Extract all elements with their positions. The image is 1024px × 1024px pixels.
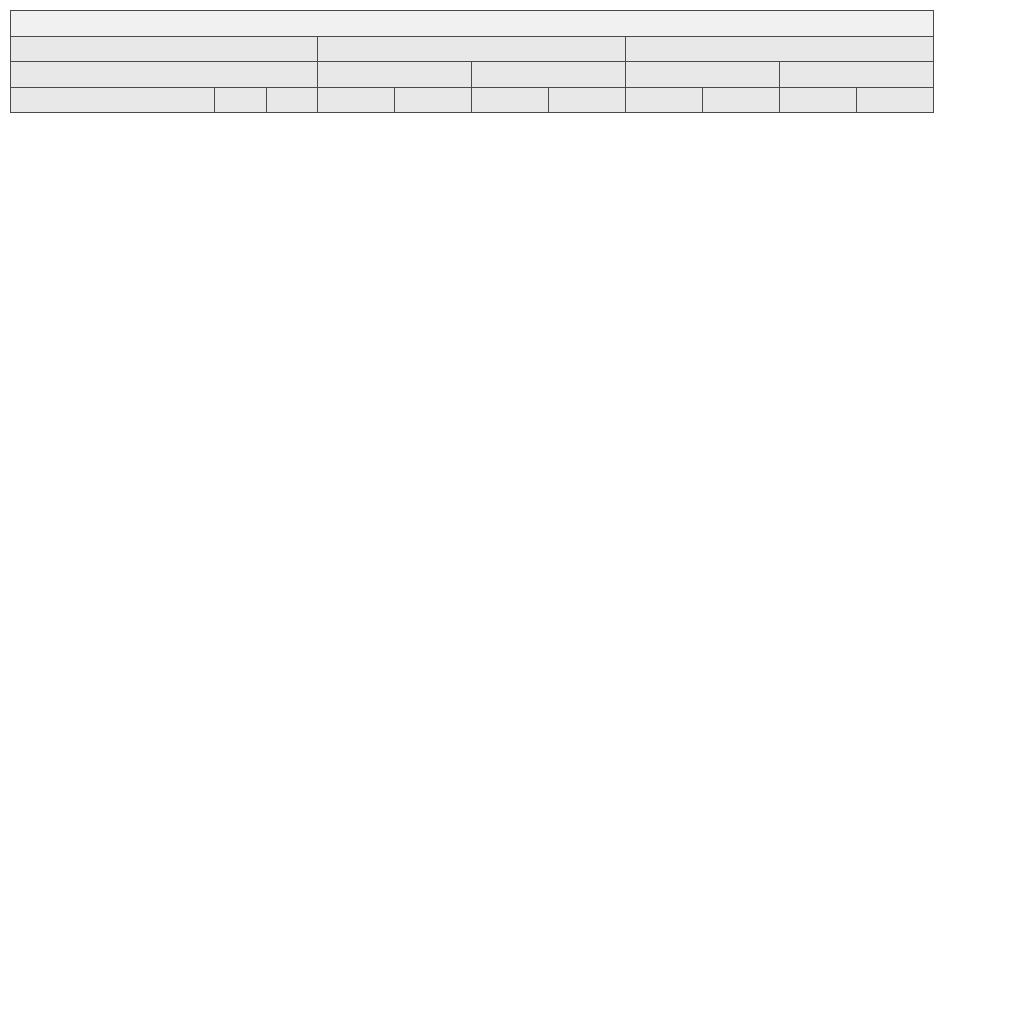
std-low-mode-header <box>626 62 780 88</box>
colorbar-strip <box>952 31 964 399</box>
period-label <box>11 36 318 62</box>
column-header-avg-low-oblique1 <box>318 87 395 113</box>
table-title <box>11 11 934 37</box>
column-header-city <box>11 87 215 113</box>
column-header-avg-high-oblique2 <box>549 87 626 113</box>
column-header-avg-high-oblique1 <box>472 87 549 113</box>
column-header-std-low-oblique1 <box>626 87 703 113</box>
column-header-freq <box>267 87 318 113</box>
site-info-header <box>11 62 318 88</box>
avg-high-mode-header <box>472 62 626 88</box>
column-header-id <box>215 87 267 113</box>
column-header-std-high-oblique2 <box>857 87 934 113</box>
colorbar <box>950 30 1014 402</box>
average-group-header <box>318 36 626 62</box>
comparison-table <box>10 10 934 113</box>
column-header-avg-low-oblique2 <box>395 87 472 113</box>
avg-low-mode-header <box>318 62 472 88</box>
column-header-std-high-oblique1 <box>780 87 857 113</box>
std-high-mode-header <box>780 62 934 88</box>
column-header-std-low-oblique2 <box>703 87 780 113</box>
std-group-header <box>626 36 934 62</box>
